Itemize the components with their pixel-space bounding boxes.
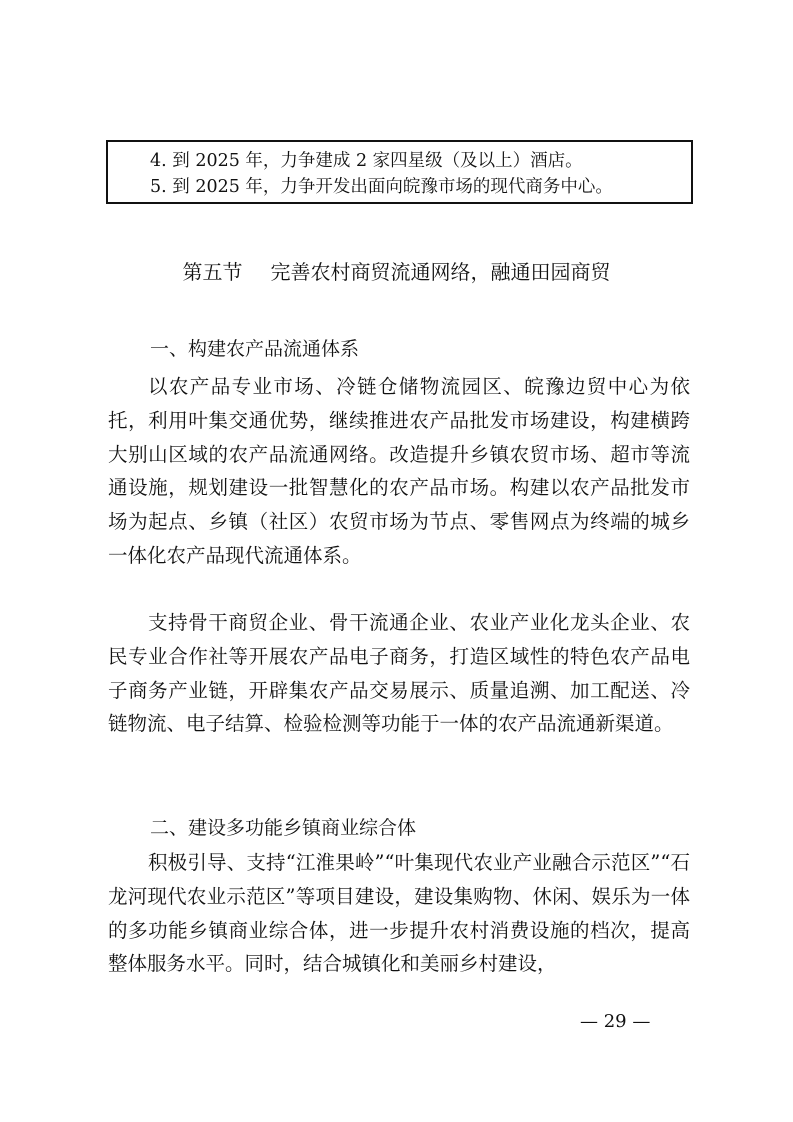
subsection-heading-2: 二、建设多功能乡镇商业综合体 bbox=[150, 817, 417, 839]
paragraph: 支持骨干商贸企业、骨干流通企业、农业产业化龙头企业、农民专业合作社等开展农产品电子商务，打造区域性的特色农产品电子商务产业链，开辟集农产品交易展示、质量追溯、加工配送、冷链物流、电子结算、检验检测等功能于一体的农产品流通新渠道。 bbox=[108, 611, 690, 736]
section-number: 第五节 bbox=[182, 260, 243, 284]
target-item-5: 5. 到 2025 年，力争开发出面向皖豫市场的现代商务中心。 bbox=[150, 177, 613, 197]
section-title-text: 完善农村商贸流通网络，融通田园商贸 bbox=[270, 260, 611, 284]
section-title bbox=[0, 258, 793, 286]
paragraph: 积极引导、支持“江淮果岭”“叶集现代农业产业融合示范区”“石龙河现代农业示范区”等项目建设，建设集购物、休闲、娱乐为一体的多功能乡镇商业综合体，进一步提升农村消费设施的档次，提高整体服务水平。同时，结合城镇化和美丽乡村建设， bbox=[108, 851, 690, 976]
paragraph: 以农产品专业市场、冷链仓储物流园区、皖豫边贸中心为依托，利用叶集交通优势，继续推进农产品批发市场建设，构建横跨大别山区域的农产品流通网络。改造提升乡镇农贸市场、超市等流通设施，规划建设一批智慧化的农产品市场。构建以农产品批发市场为起点、乡镇（社区）农贸市场为节点、零售网点为终端的城乡一体化农产品现代流通体系。 bbox=[108, 375, 690, 567]
subsection-heading-1: 一、构建农产品流通体系 bbox=[150, 338, 360, 360]
targets-box bbox=[106, 140, 693, 204]
target-item-4: 4. 到 2025 年，力争建成 2 家四星级（及以上）酒店。 bbox=[150, 151, 583, 171]
page-number: — 29 — bbox=[580, 1011, 651, 1032]
